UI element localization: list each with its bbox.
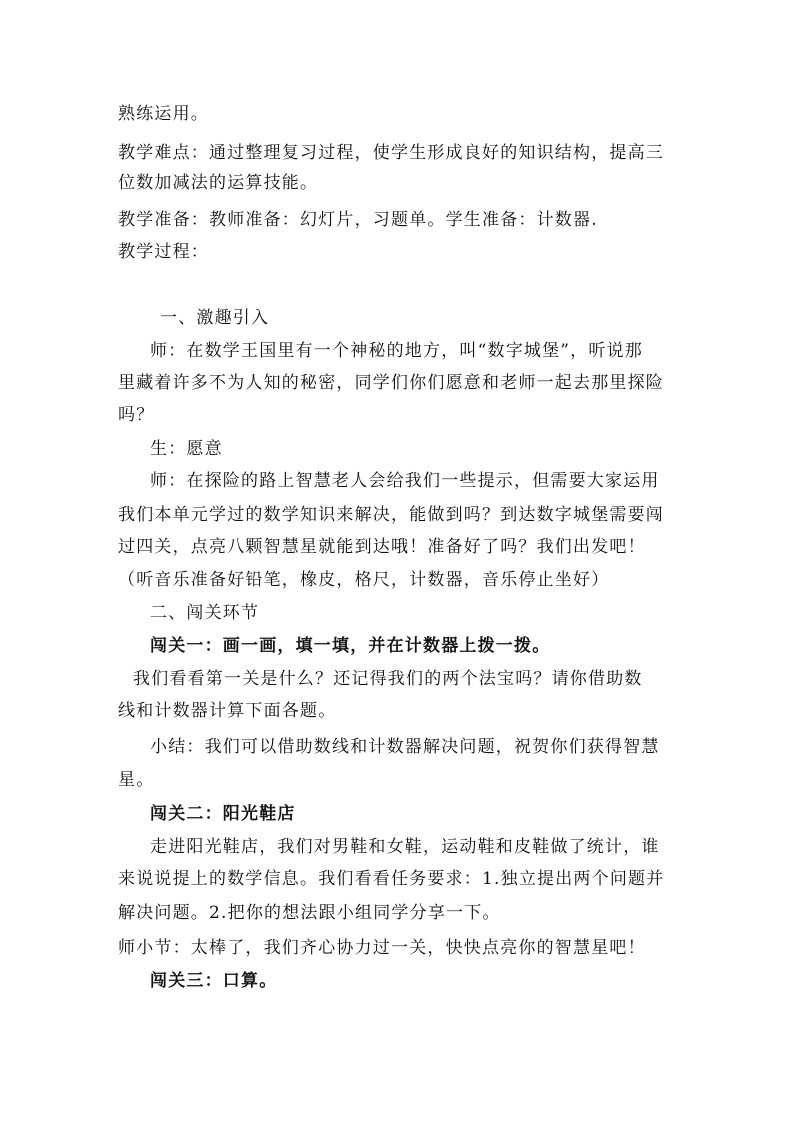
- text-line: 师：在探险的路上智慧老人会给我们一些提示，但需要大家运用: [150, 471, 660, 491]
- text-line: 来说说提上的数学信息。我们看看任务要求：1.独立提出两个问题并: [118, 869, 665, 889]
- level-three-heading: 闯关三：口算。: [150, 971, 278, 991]
- text-line: 过四关，点亮八颗智慧星就能到达哦！准备好了吗？我们出发吧！: [118, 537, 646, 557]
- text-line: 里藏着许多不为人知的秘密，同学们你们愿意和老师一起去那里探险: [118, 373, 664, 393]
- text-line: 师小节：太棒了，我们齐心协力过一关，快快点亮你的智慧星吧！: [118, 938, 646, 958]
- text-line: 我们看看第一关是什么？还记得我们的两个法宝吗？请你借助数: [133, 669, 643, 689]
- text-line: 位数加减法的运算技能。: [118, 173, 319, 193]
- text-line: 生：愿意: [150, 439, 223, 459]
- text-line: 师：在数学王国里有一个神秘的地方，叫“数字城堡”，听说那: [150, 341, 643, 361]
- text-line: 小结：我们可以借助数线和计数器解决问题，祝贺你们获得智慧: [150, 737, 660, 757]
- text-line: 熟练运用。: [118, 104, 209, 124]
- text-line: 我们本单元学过的数学知识来解决，能做到吗？到达数字城堡需要闯: [118, 505, 664, 525]
- text-line: （听音乐准备好铅笔，橡皮，格尺，计数器，音乐停止坐好）: [118, 570, 610, 590]
- section-heading-1: 一、激趣引入: [160, 308, 270, 328]
- difficulty-heading-line: 教学难点：通过整理复习过程，使学生形成良好的知识结构，提高三: [118, 143, 664, 163]
- text-line: 走进阳光鞋店，我们对男鞋和女鞋，运动鞋和皮鞋做了统计，谁: [150, 837, 660, 857]
- text-line: 线和计数器计算下面各题。: [118, 701, 337, 721]
- level-one-heading: 闯关一：画一画，填一填，并在计数器上拨一拨。: [150, 636, 551, 656]
- section-heading-2: 二、闯关环节: [150, 603, 260, 623]
- text-line: 解决问题。2.把你的想法跟小组同学分享一下。: [118, 903, 501, 923]
- text-line: 星。: [118, 770, 155, 790]
- text-line: 吗？: [118, 405, 155, 425]
- process-heading: 教学过程：: [118, 242, 209, 262]
- preparation-line: 教学准备：教师准备：幻灯片，习题单。学生准备：计数器.: [118, 210, 598, 230]
- level-two-heading: 闯关二：阳光鞋店: [150, 804, 296, 824]
